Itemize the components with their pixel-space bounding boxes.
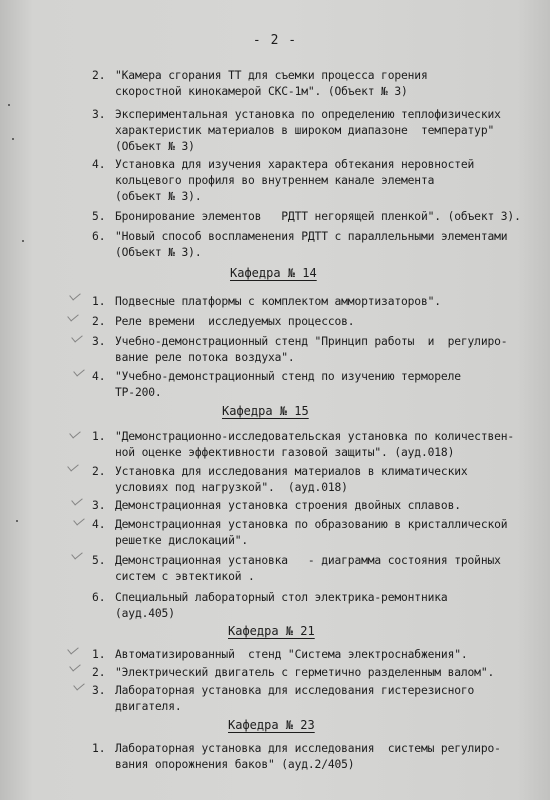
check-mark-icon <box>73 514 85 525</box>
item-number: 2. <box>92 465 106 478</box>
section-heading: Кафедра № 14 <box>230 266 317 280</box>
check-mark-icon <box>71 494 83 505</box>
item-number: 6. <box>92 230 106 243</box>
item-text-line: Автоматизированный стенд "Система электроснабжения". <box>115 648 468 661</box>
margin-speck <box>12 138 14 140</box>
item-text-line: Специальный лабораторный стол электрика-ремонтника <box>115 591 448 604</box>
check-mark-icon <box>71 548 83 559</box>
check-mark-icon <box>69 289 81 300</box>
item-text-line: скоростной кинокамерой СКС-1м". (Объект № 3) <box>115 85 408 98</box>
section-heading: Кафедра № 23 <box>228 718 315 732</box>
margin-speck <box>16 520 18 522</box>
item-number: 4. <box>92 158 106 171</box>
item-text-line: ной оценке эффективности газовой защиты". (ауд.018) <box>115 446 455 459</box>
item-text-line: ТР-200. <box>115 386 162 399</box>
item-text-line: "Учебно-демонстрационный стенд по изучению термореле <box>115 370 461 383</box>
item-number: 3. <box>92 108 106 121</box>
item-number: 1. <box>92 430 106 443</box>
item-text-line: кольцевого профиля во внутреннем канале элемента <box>115 174 435 187</box>
item-text-line: решетке дислокаций". <box>115 534 249 547</box>
item-text-line: характеристик материалов в широком диапазоне температур" <box>115 124 495 137</box>
item-text-line: вание реле потока воздуха". <box>115 351 295 364</box>
item-number: 5. <box>92 554 106 567</box>
item-number: 2. <box>92 69 106 82</box>
page-number: - 2 - <box>252 33 298 48</box>
item-text-line: Демонстрационная установка по образованию в кристаллической <box>115 518 508 531</box>
item-text-line: Бронирование элементов РДТТ негорящей пленкой". (объект 3). <box>115 210 521 223</box>
item-text-line: Демонстрационная установка - диаграмма состояния тройных <box>115 554 501 567</box>
item-number: 3. <box>92 684 106 697</box>
item-text-line: Учебно-демонстрационный стенд "Принцип работы и регулиро- <box>115 335 508 348</box>
check-mark-icon <box>67 310 79 321</box>
item-text-line: Реле времени исследуемых процессов. <box>115 315 355 328</box>
check-mark-icon <box>69 660 81 671</box>
item-number: 6. <box>92 591 106 604</box>
item-text-line: "Демонстрационно-исследовательская установка по количествен- <box>115 430 515 443</box>
item-number: 2. <box>92 666 106 679</box>
section-heading: Кафедра № 21 <box>228 624 315 638</box>
item-number: 1. <box>92 648 106 661</box>
item-text-line: Подвесные платформы с комплектом аммортизаторов". <box>115 295 441 308</box>
item-text-line: Экспериментальная установка по определению теплофизических <box>115 108 501 121</box>
item-number: 1. <box>92 295 106 308</box>
item-number: 4. <box>92 518 106 531</box>
margin-speck <box>22 240 24 242</box>
item-number: 5. <box>92 210 106 223</box>
check-mark-icon <box>71 331 83 342</box>
item-text-line: (объект № 3). <box>115 190 202 203</box>
check-mark-icon <box>67 643 79 654</box>
item-text-line: "Электрический двигатель с герметично разделенным валом". <box>115 666 495 679</box>
item-number: 3. <box>92 499 106 512</box>
item-text-line: (Объект № 3) <box>115 140 195 153</box>
item-number: 4. <box>92 370 106 383</box>
item-text-line: (Объект № 3). <box>115 246 202 259</box>
check-mark-icon <box>69 427 81 438</box>
margin-speck <box>8 104 10 106</box>
item-text-line: Лабораторная установка для исследования гистерезисного <box>115 684 475 697</box>
item-text-line: вания опорожнения баков" (ауд.2/405) <box>115 758 355 771</box>
item-text-line: (ауд.405) <box>115 607 175 620</box>
item-text-line: Установка для исследования материалов в климатических <box>115 465 468 478</box>
check-mark-icon <box>73 365 85 376</box>
section-heading: Кафедра № 15 <box>222 404 309 418</box>
check-mark-icon <box>67 460 79 471</box>
item-text-line: Установка для изучения характера обтекания неровностей <box>115 158 475 171</box>
item-number: 1. <box>92 742 106 755</box>
item-number: 2. <box>92 315 106 328</box>
item-text-line: двигателя. <box>115 700 182 713</box>
item-text-line: условиях под нагрузкой". (ауд.018) <box>115 481 348 494</box>
item-number: 3. <box>92 335 106 348</box>
item-text-line: Демонстрационная установка строения двойных сплавов. <box>115 499 461 512</box>
item-text-line: систем с эвтектикой . <box>115 570 255 583</box>
item-text-line: Лабораторная установка для исследования системы регулиро- <box>115 742 501 755</box>
item-text-line: "Камера сгорания ТТ для съемки процесса горения <box>115 69 428 82</box>
check-mark-icon <box>73 679 85 690</box>
item-text-line: "Новый способ воспламенения РДТТ с параллельными элементами <box>115 230 508 243</box>
